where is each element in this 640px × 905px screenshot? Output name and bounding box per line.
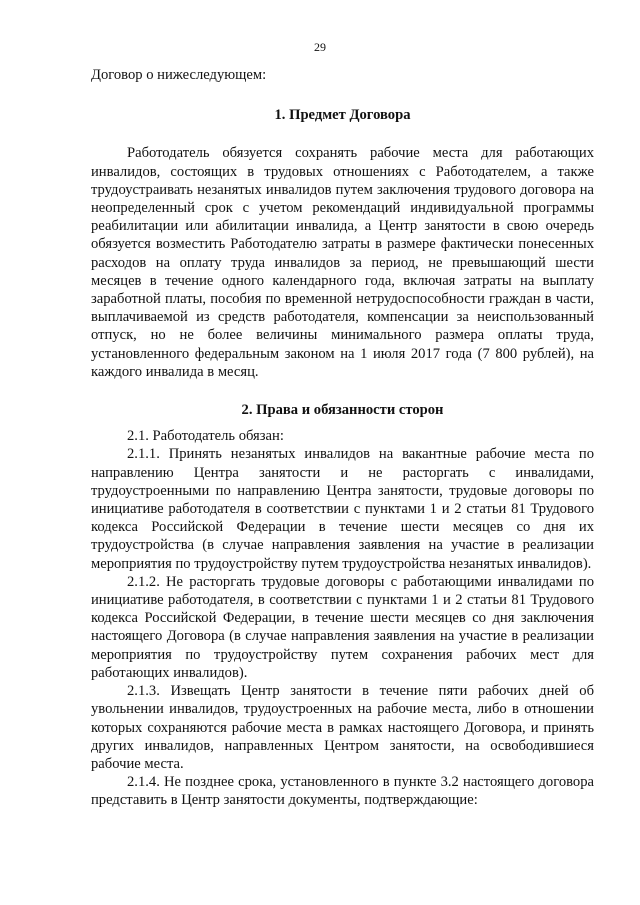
clause-2-1-4: 2.1.4. Не позднее срока, установленного в пункте 3.2 настоящего договора представить в Центр занятости документы, подтверждающие: — [91, 774, 594, 809]
page-number: 29 — [314, 40, 326, 54]
clause-2-1-3: 2.1.3. Извещать Центр занятости в течение пяти рабочих дней об увольнении инвалидов, трудоустроенных на рабочие места, либо в отношении которых сохраняются рабочие места в рамках настоящего Договора, и принять других инвалидов, направленных Центром занятости, на освободившиеся рабочие места. — [91, 683, 594, 772]
section-1-heading: 1. Предмет Договора — [274, 107, 411, 124]
section-2-heading: 2. Права и обязанности сторон — [241, 402, 444, 419]
intro-line: Договор о нижеследующем: — [91, 67, 267, 83]
clause-2-1-1: 2.1.1. Принять незанятых инвалидов на вакантные рабочие места по направлению Центра занятости и не расторгать с инвалидами, трудоустроенными по направлению Центра занятости, трудовые договоры по инициативе работодателя в соответствии с пунктами 1 и 2 статьи 81 Трудового кодекса Российской Федерации в течение шести месяцев со дня их трудоустройства (в случае направления заявления на участие в реализации мероприятия по трудоустройству путем трудоустройства незанятых инвалидов). — [91, 446, 594, 572]
clause-2-1-2: 2.1.2. Не расторгать трудовые договоры с работающими инвалидами по инициативе работодателя, в соответствии с пунктами 1 и 2 статьи 81 Трудового кодекса Российской Федерации, в течение шести месяцев со дня заключения настоящего Договора (в случае направления заявления на участие в реализации мероприятия по трудоустройству путем сохранения рабочих мест для работающих инвалидов). — [91, 573, 594, 681]
section-1-paragraph: Работодатель обязуется сохранять рабочие места для работающих инвалидов, состоящих в трудовых отношениях с Работодателем, а также трудоустраивать незанятых инвалидов путем заключения трудового договора на неопределенный срок с учетом рекомендаций индивидуальной программы реабилитации или абилитации инвалида, а Центр занятости в свою очередь обязуется возместить Работодателю затраты в размере фактически понесенных расходов на оплату труда инвалидов за период, не превышающий шести месяцев в течение одного календарного года, включая затраты на выплату заработной платы, пособия по временной нетрудоспособности граждан в части, выплачиваемой из средств работодателя, компенсации за неиспользованный отпуск, но не более величины минимального размера оплаты труда, установленного федеральным законом на 1 июля 2017 года (7 800 рублей), на каждого инвалида в месяц. — [91, 145, 594, 380]
clause-2-1: 2.1. Работодатель обязан: — [127, 428, 284, 445]
document-body — [91, 66, 594, 810]
